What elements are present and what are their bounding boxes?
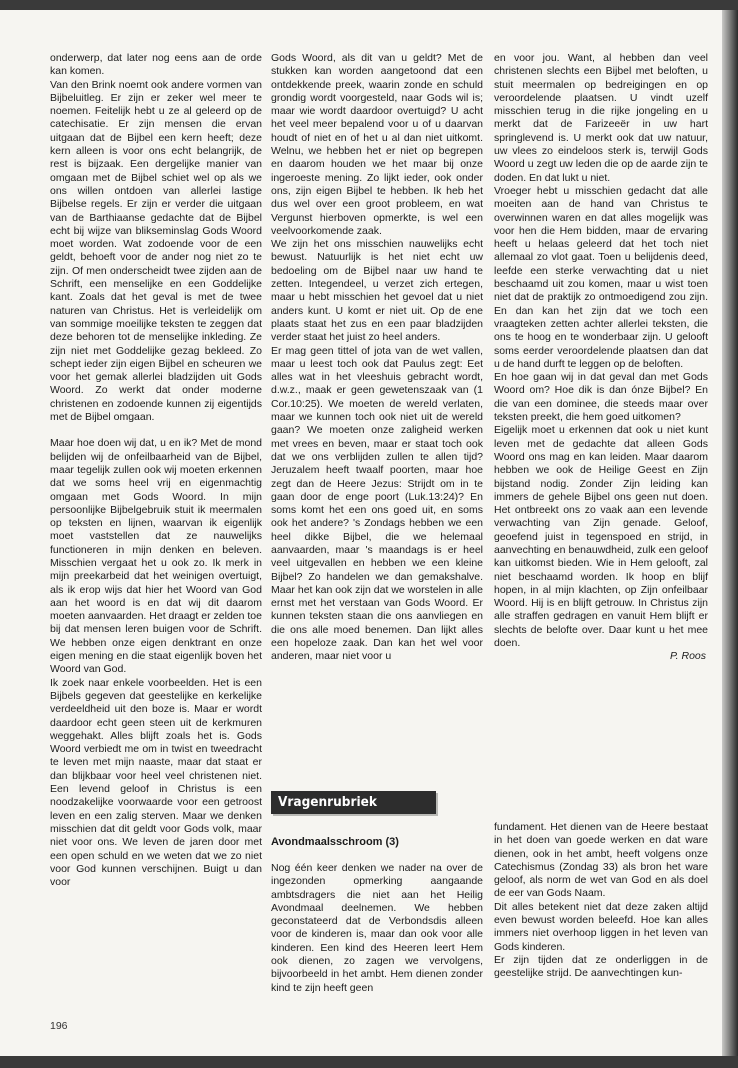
magazine-page — [0, 10, 722, 1056]
paragraph: Van den Brink noemt ook andere vormen van Bijbeluitleg. Er zijn er zeker wel meer te noemen. Feitelijk hebt u ze al geleerd op de catechisatie. Er zijn mensen die ervan uitgaan dat de Bijbel een kern heeft; deze kern alleen is voor ons echt belangrijk, de rest is bijzaak. Een dergelijke manier van omgaan met de Bijbel schiet wel op als we ons willen ontdoen van allerlei lastige Bijbelse regels. Er zijn er verder die uitgaan van de Barthiaanse gedachte dat de Bijbel echt bij wijze van blikseminslag Gods Woord moet worden. Wat zodoende voor de een geldt, behoeft voor de ander nog niet zo te zijn. Of men onderscheidt twee zijden aan de Schrift, een menselijke en een Goddelijke kant. Zoals dat het geval is met de twee naturen van Christus. Het is verleidelijk om van sommige moeilijke teksten te zeggen dat deze behoren tot de menselijke inkleding. Ze zijn niet met Goddelijke gezag bekleed. Zo schept ieder zijn eigen Bijbel en scheuren we voor het gemak allerlei bladzijden uit Gods Woord. Zo werkt dat onder moderne christenen en zodoende kunnen zij eigentijds met de Bijbel omgaan. — [50, 78, 262, 424]
paragraph: Maar hoe doen wij dat, u en ik? Met de mond belijden wij de onfeilbaarheid van de Bijbel, maar tegelijk zullen ook wij moeten erkennen dat we soms heel vrij en eigenmachtig omgaan met Gods Woord. In mijn persoonlijke Bijbelgebruik stuit ik meermalen op teksten en lijnen, waarvan ik eigenlijk moet vaststellen dat ze nauwelijks functioneren in mijn denken en beleven. Misschien vergaat het u ook zo. Ik merk in mijn preekarbeid dat het weinigen overtuigt, als ik erop wijs dat hier het Woord van God aan het woord is en dat wij dit daarom moeten aanvaarden. Het draagt er zelden toe bij dat mensen leren buigen voor de Schrift. We hebben onze eigen denktrant en onze eigen mening en die staat eigenlijk boven het Woord van God. — [50, 437, 262, 676]
section-banner: Vragenrubriek — [271, 791, 436, 814]
paragraph: We zijn het ons misschien nauwelijks echt bewust. Natuurlijk is het niet echt uw bedoeling om de Bijbel naar uw hand te zetten. Integendeel, u verzet zich ertegen, maar u hebt misschien het gevoel dat u niet anders kunt. U komt er niet uit. Op de ene plaats staat het zus en een paar bladzijden verder staat het juist zo heel anders. — [271, 238, 483, 344]
paragraph: onderwerp, dat later nog eens aan de orde kan komen. — [50, 52, 262, 78]
paragraph: Er zijn tijden dat ze onderliggen in de geestelijke strijd. De aanvechtingen kun- — [494, 953, 708, 980]
page-number: 196 — [50, 1020, 68, 1032]
article-column-3 — [494, 52, 708, 664]
author-signature: P. Roos — [670, 650, 706, 663]
page-edge-shadow — [722, 10, 738, 1056]
question-title: Avondmaalsschroom (3) — [271, 836, 399, 848]
paragraph: Vroeger hebt u misschien gedacht dat alle moeiten aan de hand van Christus te overwinnen waren en dat alles mogelijk was voor hen die Hem bidden, maar de ervaring heeft u helaas geleerd dat het toch niet allemaal zo vlot gaat. Toen u belijdenis deed, leefde een sterke verwachting dat u niet beschaamd uit zou komen, maar u wist toen niet dat de praktijk zo ontmoedigend zou zijn. En dan kan het zijn dat we toch een vraagteken zetten achter allerlei teksten, die ons te hoog en te wonderbaar zijn. U gelooft soms eerder veroordelende plaatsen dan dat u de hand durft te leggen op de beloften. — [494, 184, 708, 370]
article-column-2 — [271, 52, 483, 664]
question-column-1 — [271, 862, 483, 995]
paragraph: Er mag geen tittel of jota van de wet vallen, maar u leest toch ook dat Paulus zegt: Eet alles wat in het vleeshuis gebracht wordt, d.w.z., maak er geen gewetenszaak van (1 Cor.10:25). We moeten de wereld verlaten, maar we kunnen toch ook niet uit de wereld gaan? We moeten onze zaligheid werken met vrees en beven, maar er staat toch ook dat we ons verblijden zullen te allen tijd? Jeruzalem heeft twaalf poorten, maar hoe zegt dan de Heere Jezus: Strijdt om in te gaan door de enge poort (Luk.13:24)? En soms komt het een ons goed uit, en soms ook het andere? 's Zondags hebben we een heel dikke Bijbel, die we helemaal aanvaarden, maar 's maandags is er heel veel uitgevallen en hebben we een kleine Bijbel? Zo handelen we dan gemakshalve. Maar het kan ook zijn dat we worstelen in alle ernst met het verstaan van Gods Woord. Er kunnen teksten staan die ons aanvliegen en die ons alle moed benemen. Dan lijkt alles een hopeloze zaak. Dan kan het wel voor anderen, maar niet voor u — [271, 344, 483, 663]
paragraph: En hoe gaan wij in dat geval dan met Gods Woord om? Hoe dik is dan ónze Bijbel? En die van een dominee, die steeds maar over teksten preekt, die hem goed uitkomen? — [494, 371, 708, 424]
paragraph: Ik zoek naar enkele voorbeelden. Het is een Bijbels gegeven dat geestelijke en kerkelijke verdeeldheid uit den boze is. Maar er wordt daardoor echt geen steen uit de kerkmuren weggehakt. Alles blijft zoals het is. Gods Woord verbiedt me om in twist en tweedracht te leven met mijn naaste, maar dat staat er dan blijkbaar voor heel veel christenen niet. Een levend geloof in Christus is een noodzakelijke voorwaarde voor een getroost leven en een zalig sterven. Maar we denken misschien dat dit geldt voor Gods volk, maar niet voor ons. We leven de jaren door met een open schuld en we weten dat we zo niet voor God kunnen verschijnen. Buigt u dan voor — [50, 676, 262, 889]
paragraph: en voor jou. Want, al hebben dan veel christenen slechts een Bijbel met beloften, u stuit meermalen op bedreigingen en op veroordelende plaatsen. U vindt uzelf misschien terug in die rijke jongeling en u merkt dat de Farizeeër in uw hart springlevend is. U merkt ook dat uw natuur, uw vlees zo eindeloos sterk is, terwijl Gods Woord u zegt uw leden die op de aarde zijn te doden. En dat lukt u niet. — [494, 52, 708, 184]
paragraph: Eigelijk moet u erkennen dat ook u niet kunt leven met de gedachte dat alleen Gods Woord ons mag en kan leiden. Maar daarom hebben we ook de Heilige Geest en Zijn bijstand nodig. Zonder Zijn leiding kan immers de gehele Bijbel ons geen nut doen. Het ontbreekt ons zo vaak aan een levende verwachting van Zijn genade. Geloof, geoefend juist in tegenspoed en strijd, in aanvechting en benauwdheid, zulk een geloof kan uitkomst bieden. Wie in Hem gelooft, zal niet beschaamd worden. Ik hoop en blijf hopen, in al mijn klachten, op Zijn onfeilbaar Woord. Hij is en blijft getrouw. In Christus zijn alle straffen gedragen en vanuit Hem blijft er slechts de belofte over. Daar kunt u het mee doen. — [494, 424, 708, 650]
article-column-1 — [50, 52, 262, 889]
paragraph: Gods Woord, als dit van u geldt? Met de stukken kan worden aangetoond dat een ontdekkende preek, waarin zonde en schuld grondig wordt voorgesteld, naar Gods wil is; maar wie wordt daardoor overtuigd? U acht het veel meer bepalend voor u of u daarvan houdt of niet en of het u al dan niet uitkomt. Welnu, we hebben het er niet op begrepen en daarom houden we het maar bij onze ingeroeste mening. Zo lijkt ieder, ook onder ons, zijn eigen Bijbel te hebben. Ik heb het dus wel over een groot probleem, en wat Vergunst hierboven opmerkte, is wel een veelvoorkomende zaak. — [271, 52, 483, 237]
paragraph: Dit alles betekent niet dat deze zaken altijd even bewust worden beleefd. Hoe kan alles immers niet overhoop liggen in het leven van Gods kinderen. — [494, 900, 708, 953]
paragraph: Nog één keer denken we nader na over de ingezonden opmerking aangaande ambtsdragers die niet aan het Heilig Avondmaal deelnemen. We hebben geconstateerd dat de Verbondsdis alleen voor de kinderen is, maar dan ook voor alle kinderen. Een kind des Heeren leert Hem ook dienen, zo zagen we vervolgens, bijvoorbeeld in het ambt. Hem dienen zonder kind te zijn heeft geen — [271, 862, 483, 994]
question-column-2 — [494, 821, 708, 981]
paragraph: fundament. Het dienen van de Heere bestaat in het doen van goede werken en dat ware dienen, ook in het ambt, heeft volgens onze Catechismus (Zondag 33) als bron het ware geloof, als norm de wet van God en als doel de eer van Gods Naam. — [494, 821, 708, 900]
